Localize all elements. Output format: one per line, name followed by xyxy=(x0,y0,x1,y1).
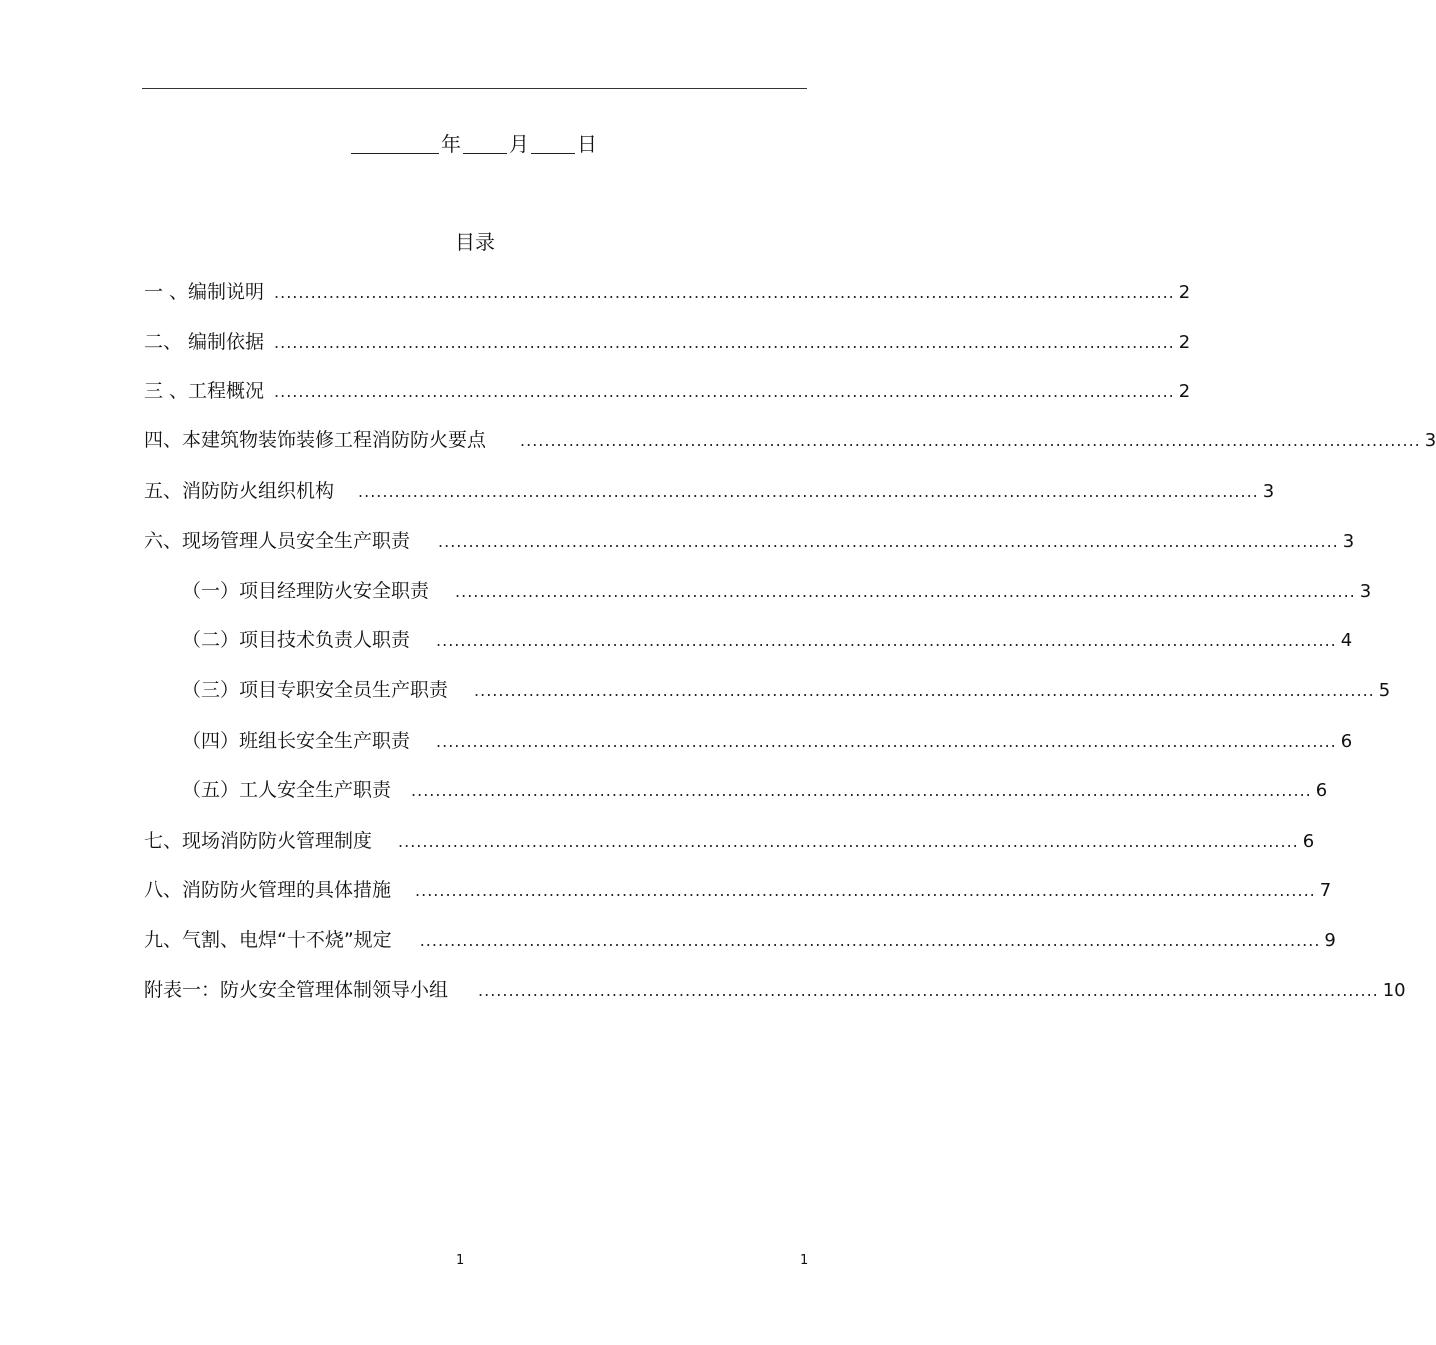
year-blank[interactable] xyxy=(351,131,439,154)
toc-entry[interactable] xyxy=(182,578,1372,604)
toc-entry-page: 3 xyxy=(1424,430,1436,451)
toc-entry-page: 2 xyxy=(1178,282,1191,303)
toc-entry-page: 4 xyxy=(1340,630,1353,651)
toc-entry-page: 2 xyxy=(1178,332,1191,353)
toc-entry[interactable] xyxy=(144,279,1191,305)
toc-entry-label: 九、气割、电焊“十不烧”规定 xyxy=(144,929,392,951)
year-char: 年 xyxy=(441,132,461,156)
toc-leader: .................................................................................................................................................... xyxy=(474,681,1375,700)
toc-entry-page: 6 xyxy=(1302,831,1315,852)
toc-leader: .................................................................................................................................................... xyxy=(438,532,1339,551)
toc-leader: .................................................................................................................................................... xyxy=(398,832,1299,851)
toc-entry-label: （二）项目技术负责人职责 xyxy=(182,629,411,651)
date-line xyxy=(0,128,950,156)
toc-entry[interactable] xyxy=(144,427,1436,453)
toc-entry-label: （一）项目经理防火安全职责 xyxy=(182,580,430,602)
toc-leader: .................................................................................................................................................... xyxy=(419,931,1321,950)
toc-title: 目录 xyxy=(455,230,495,254)
toc-entry[interactable] xyxy=(144,977,1406,1003)
toc-leader: .................................................................................................................................................... xyxy=(455,582,1356,601)
footer-page-number-center: 1 xyxy=(456,1253,465,1268)
header-rule xyxy=(142,88,807,89)
toc-entry-page: 3 xyxy=(1262,481,1275,502)
toc-entry-label: （三）项目专职安全员生产职责 xyxy=(182,679,449,701)
toc-leader: .................................................................................................................................................... xyxy=(274,333,1175,352)
toc-entry[interactable] xyxy=(144,528,1355,554)
toc-entry-page: 6 xyxy=(1340,731,1353,752)
toc-entry-page: 3 xyxy=(1359,581,1372,602)
day-blank[interactable] xyxy=(531,131,575,154)
toc-entry[interactable] xyxy=(144,877,1332,903)
toc-entry[interactable] xyxy=(144,329,1191,355)
toc-entry[interactable] xyxy=(182,677,1391,703)
toc-leader: .................................................................................................................................................... xyxy=(358,482,1259,501)
toc-entry[interactable] xyxy=(182,728,1353,754)
toc-entry-page: 2 xyxy=(1178,381,1191,402)
toc-entry-page: 3 xyxy=(1342,531,1355,552)
toc-leader: .................................................................................................................................................... xyxy=(274,382,1175,401)
toc-entry[interactable] xyxy=(182,627,1353,653)
toc-entry-label: （五）工人安全生产职责 xyxy=(182,779,392,801)
toc-entry[interactable] xyxy=(144,927,1336,953)
toc-entry-page: 5 xyxy=(1378,680,1391,701)
toc-leader: .................................................................................................................................................... xyxy=(520,431,1421,450)
toc-entry-label: 三 、工程概况 xyxy=(144,380,265,402)
toc-entry-label: 八、消防防火管理的具体措施 xyxy=(144,879,392,901)
month-blank[interactable] xyxy=(463,131,507,154)
toc-entry-page: 9 xyxy=(1324,930,1336,951)
month-char: 月 xyxy=(509,132,529,156)
toc-entry[interactable] xyxy=(144,828,1315,854)
toc-entry[interactable] xyxy=(144,378,1191,404)
toc-entry-label: 一 、编制说明 xyxy=(144,281,265,303)
toc-entry-label: 七、现场消防防火管理制度 xyxy=(144,830,373,852)
toc-leader: .................................................................................................................................................... xyxy=(415,881,1316,900)
toc-entry-page: 7 xyxy=(1319,880,1332,901)
toc-leader: .................................................................................................................................................... xyxy=(436,732,1337,751)
toc-entry-page: 10 xyxy=(1382,980,1406,1001)
toc-leader: .................................................................................................................................................... xyxy=(411,781,1312,800)
footer-page-number-right: 1 xyxy=(800,1253,809,1268)
toc-entry-label: （四）班组长安全生产职责 xyxy=(182,730,411,752)
toc-entry[interactable] xyxy=(144,478,1275,504)
day-char: 日 xyxy=(577,132,597,156)
toc-leader: .................................................................................................................................................... xyxy=(436,631,1337,650)
toc-leader: .................................................................................................................................................... xyxy=(274,283,1175,302)
toc-entry-label: 五、消防防火组织机构 xyxy=(144,480,335,502)
toc-entry-page: 6 xyxy=(1315,780,1328,801)
toc-entry-label: 六、现场管理人员安全生产职责 xyxy=(144,530,411,552)
toc-leader: .................................................................................................................................................... xyxy=(478,981,1379,1000)
toc-entry-label: 四、本建筑物装饰装修工程消防防火要点 xyxy=(144,429,487,451)
toc-entry[interactable] xyxy=(182,777,1328,803)
toc-entry-label: 附表一：防火安全管理体制领导小组 xyxy=(144,979,449,1001)
toc-entry-label: 二、 编制依据 xyxy=(144,331,265,353)
